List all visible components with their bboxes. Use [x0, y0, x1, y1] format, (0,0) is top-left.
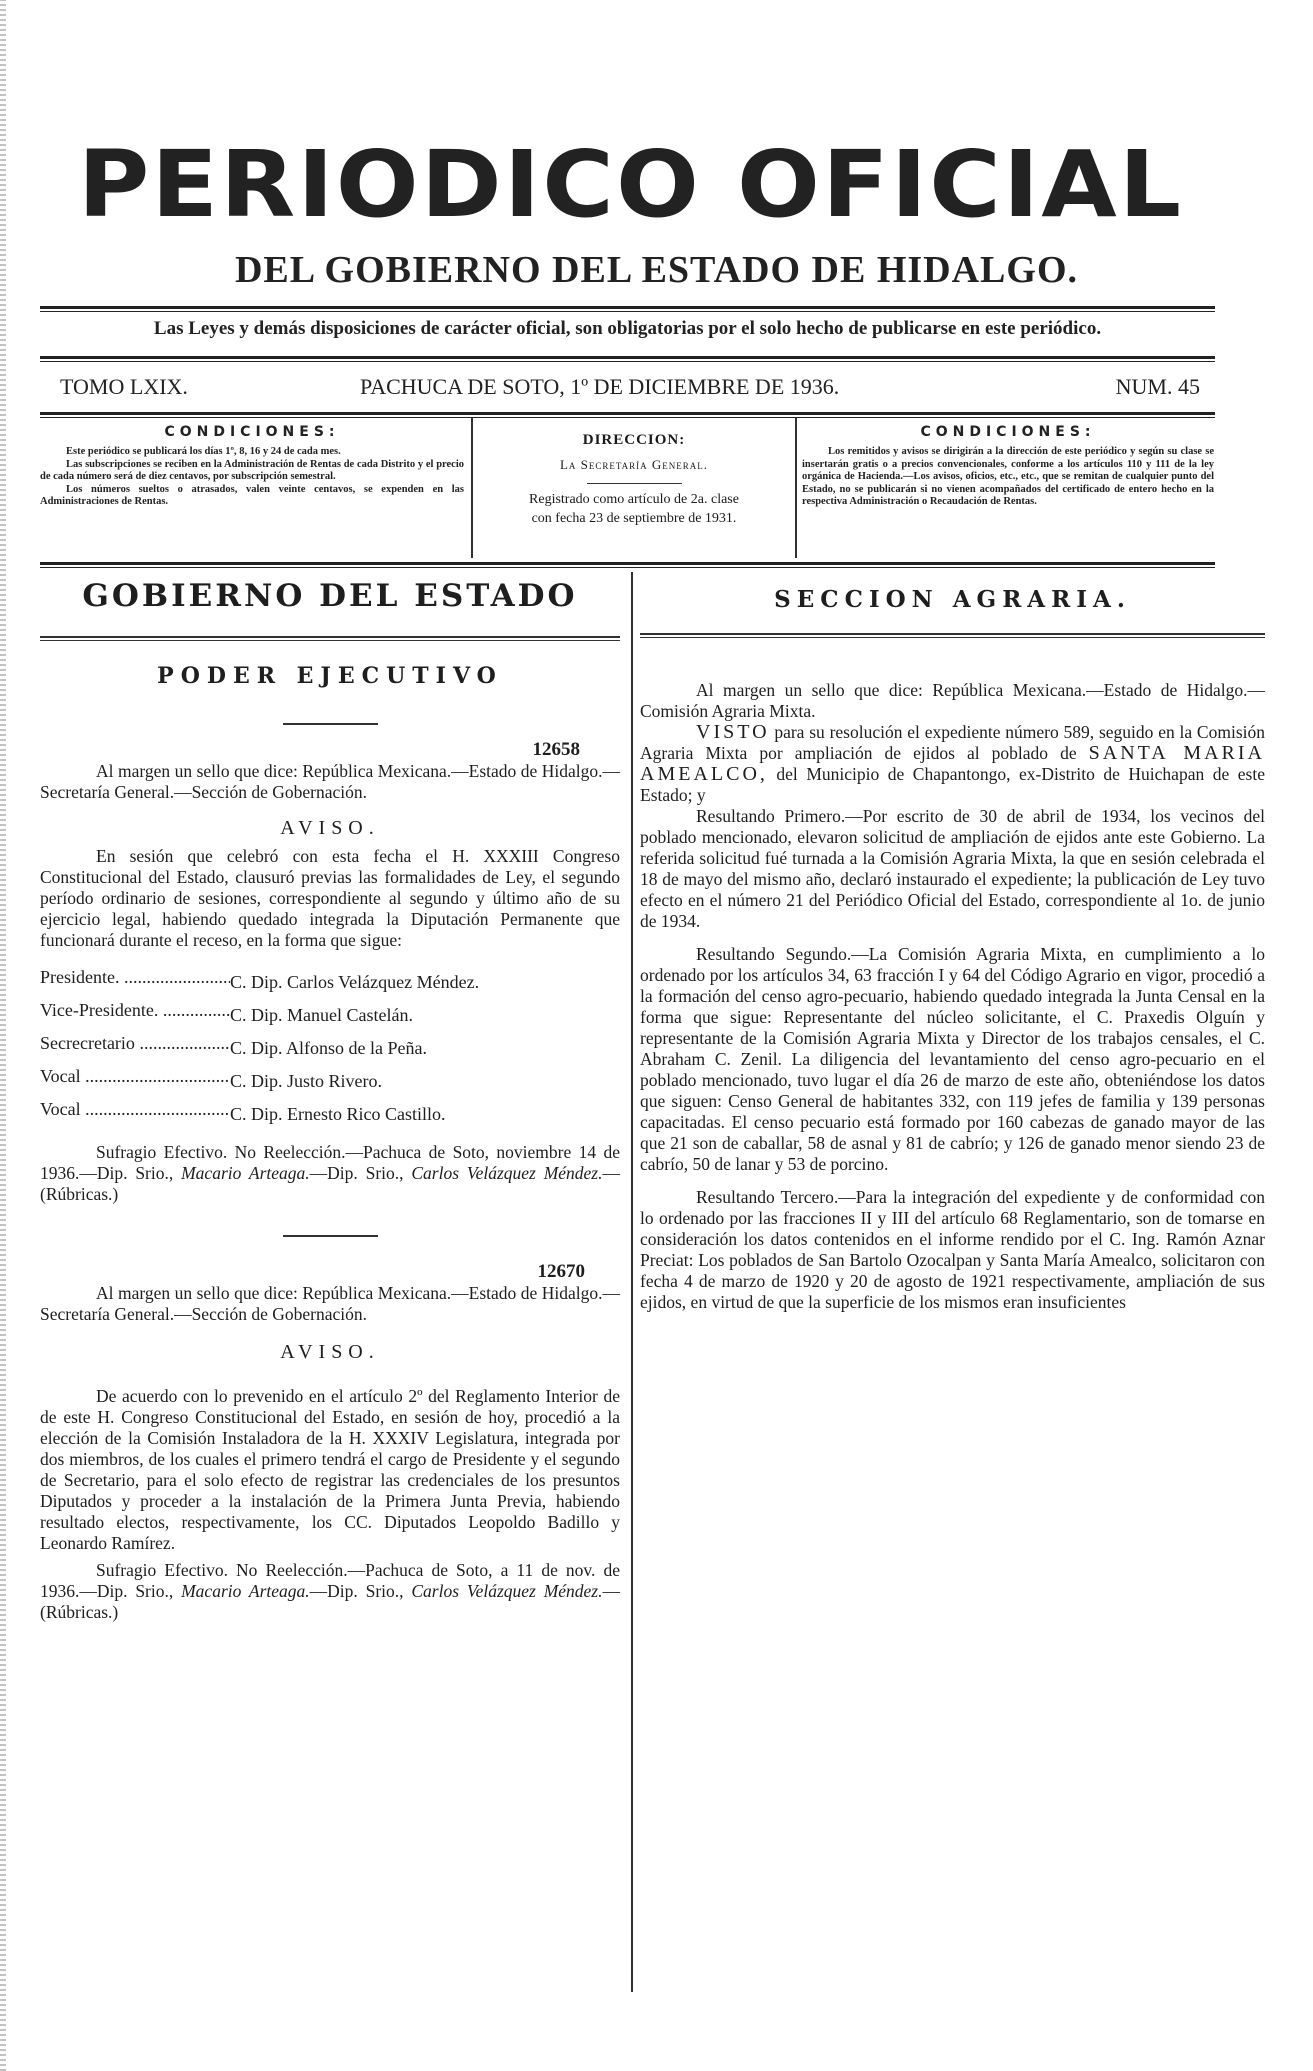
conditions-left-paragraph: Los números sueltos o atrasados, valen veinte centavos, se expenden en las Administraciones de Rentas. [40, 483, 464, 507]
member-name: C. Dip. Manuel Castelán. [230, 1005, 413, 1025]
member-row [40, 967, 620, 1000]
resultando-segundo: Resultando Segundo.—La Comisión Agraria Mixta, en cumplimiento a lo ordenado por los artículos 34, 63 fracción I y 64 del Código Agrario en vigor, procedió a la formación del censo agro-pecuario, habiendo quedado integrada la Junta Censal en la forma que sigue: Representante del núcleo solicitante, el C. Praxedis Olguín y representante de la Comisión Agraria Mixta y Director de los trabajos censales, el C. Abraham C. Zenil. La diligencia del levantamiento del censo agro-pecuario en el poblado mencionado, tuvo lugar el día 26 de marzo de este año, obteniéndose los datos que siguen: Censo General de habitantes 332, con 119 jefes de familia y 139 personas capacitadas. El censo pecuario está formado por 160 cabezas de ganado mayor de las que 21 son de caballar, 58 de asnal y 81 de cabrío; y 126 de ganado menor siendo 23 de cabrío, 50 de lanar y 53 de porcino. [640, 944, 1265, 1174]
direccion-box [474, 418, 794, 558]
scan-edge [0, 0, 6, 2071]
closing-text: —(Rúbricas.) [40, 1163, 620, 1204]
conditions-right-text [798, 446, 1218, 509]
masthead-subtitle: DEL GOBIERNO DEL ESTADO DE HIDALGO. [234, 249, 1079, 291]
member-role: Presidente. ..... [40, 967, 230, 988]
member-name: C. Dip. Ernesto Rico Castillo. [230, 1104, 446, 1124]
signature-1: Macario Arteaga. [181, 1163, 310, 1183]
section-rule [640, 633, 1265, 638]
notice-closing [40, 1560, 620, 1623]
closing-text: —Dip. Srio., [309, 1163, 412, 1183]
member-role: Vocal ..... [40, 1099, 230, 1120]
visto-label: VISTO [696, 721, 770, 743]
notice-body: En sesión que celebró con esta fecha el H. XXXIII Congreso Constitucional del Estado, clausuró previas las formalidades de Ley, el segundo período ordinario de sesiones, correspondiente al segundo y último año de su ejercicio legal, habiendo quedado integrada la Diputación Permanente que funcionará durante el receso, en la forma que sigue: [40, 846, 620, 950]
conditions-divider-left [471, 418, 473, 558]
conditions-right-title: CONDICIONES: [920, 424, 1096, 440]
masthead-motto: Las Leyes y demás disposiciones de carácter oficial, son obligatorias por el solo hecho de publicarse en este periódico. [153, 318, 1102, 339]
direccion-registro-1: Registrado como artículo de 2a. clase [529, 492, 739, 507]
notice-body: De acuerdo con lo prevenido en el artículo 2º del Reglamento Interior de de este H. Congreso Constitucional del Estado, en sesión de hoy, procedió a la elección de la Comisión Instaladora de la H. XXXIV Legislatura, integrada por dos miembros, de los cuales el primero tendrá el cargo de Presidente y el segundo de Secretario, para el solo efecto de registrar las credenciales de los presuntos Diputados y proceder a la instalación de la Primera Junta Previa, habiendo resultado electos, respectivamente, los CC. Diputados Leopoldo Badillo y Leonardo Ramírez. [40, 1386, 620, 1553]
issue-info-row [60, 374, 1200, 404]
section-heading-seccion-agraria: SECCION AGRARIA. [774, 586, 1131, 613]
closing-text: —(Rúbricas.) [40, 1581, 620, 1622]
notice-number: 12670 [537, 1261, 585, 1282]
closing-text: Sufragio Efectivo. No Reelección.—Pachuca de Soto, a 11 de nov. de 1936.—Dip. Srio., [40, 1560, 620, 1601]
agraria-visto [640, 722, 1265, 806]
column-divider [631, 572, 633, 1992]
member-name: C. Dip. Justo Rivero. [230, 1071, 383, 1091]
member-row [40, 1099, 620, 1132]
notice-seal-text: Al margen un sello que dice: República Mexicana.—Estado de Hidalgo.—Secretaría General.—Sección de Gobernación. [40, 761, 620, 802]
left-column [40, 572, 620, 1623]
notice-separator [283, 1235, 378, 1237]
subsection-rule [283, 723, 378, 725]
member-row [40, 1000, 620, 1033]
resultando-primero: Resultando Primero.—Por escrito de 30 de abril de 1934, los vecinos del poblado mencionado, elevaron solicitud de ampliación de ejidos ante este Gobierno. La referida solicitud fué turnada a la Comisión Agraria Mixta, la que en sesión celebrada el 18 de mayo del mismo año, declaró instaurado el expediente; la publicación de Ley tuvo efecto en el número 21 del Periódico Oficial del Estado, correspondiente al 1o. de junio de 1934. [640, 806, 1265, 931]
direccion-title: DIRECCION: [582, 432, 686, 448]
signature-2: Carlos Velázquez Méndez. [411, 1581, 603, 1601]
member-row [40, 1066, 620, 1099]
conditions-right-paragraph: Los remitidos y avisos se dirigirán a la dirección de este periódico y según su clase se insertarán gratis o a precios convencionales, conforme a los artículos 110 y 111 de la ley orgánica de Hacienda.—Los avisos, oficios, etc., etc., que se remitan de cualquier punto del Estado, no se publicarán si no vienen acompañados del certificado de entero hecho en la respectiva Administración o Recaudación de Rentas. [802, 446, 1214, 507]
conditions-rule [40, 562, 1215, 568]
conditions-left-text [36, 446, 468, 509]
masthead-rule-bottom [40, 356, 1215, 362]
conditions-left-paragraph: Este periódico se publicará los días 1º, 8, 16 y 24 de cada mes. [66, 446, 341, 457]
masthead-title: PERIODICO OFICIAL [77, 131, 1184, 238]
member-row [40, 1033, 620, 1066]
issue-tomo: TOMO LXIX. [60, 374, 188, 399]
right-column [640, 572, 1265, 1313]
member-role: Vice-Presidente. ..... [40, 1000, 230, 1021]
member-name: C. Dip. Alfonso de la Peña. [230, 1038, 427, 1058]
conditions-left-box [36, 418, 468, 558]
notice-title: AVISO. [280, 817, 380, 839]
issue-number: NUM. 45 [1115, 374, 1200, 399]
visto-end: del Municipio de Chapantongo, ex-Distrito de Huichapan de este Estado; y [640, 764, 1265, 805]
direccion-registro-2: con fecha 23 de septiembre de 1931. [531, 511, 737, 526]
diputacion-list [40, 967, 620, 1132]
direccion-rule [587, 483, 682, 484]
masthead-rule-top [40, 306, 1215, 312]
conditions-right-box [798, 418, 1218, 558]
member-role: Vocal ..... [40, 1066, 230, 1087]
direccion-subtitle: La Secretaría General. [559, 457, 709, 472]
member-name: C. Dip. Carlos Velázquez Méndez. [230, 972, 480, 992]
conditions-left-paragraph: Las subscripciones se reciben en la Administración de Rentas de cada Distrito y el precio de cada número será de diez centavos, por subscripción semestral. [40, 458, 464, 482]
place-name: SANTA MARIA AMEALCO, [640, 742, 1265, 785]
signature-2: Carlos Velázquez Méndez. [411, 1163, 603, 1183]
resultando-tercero: Resultando Tercero.—Para la integración del expediente y de conformidad con lo ordenado por las fracciones II y III del artículo 68 Reglamentario, son de tomarse en consideración los datos contenidos en el informe rendido por el C. Ing. Ramón Aznar Preciat: Los poblados de San Bartolo Ozocalpan y Santa María Amealco, solicitaron con fecha 4 de marzo de 1920 y 20 de agosto de 1921 respectivamente, ampliación de sus ejidos, en virtud de que la superficie de los mismos eran insuficientes [640, 1187, 1265, 1312]
closing-text: Sufragio Efectivo. No Reelección.—Pachuca de Soto, noviembre 14 de 1936.—Dip. Srio., [40, 1142, 620, 1183]
notice-closing [40, 1142, 620, 1205]
notice-seal-text: Al margen un sello que dice: República Mexicana.—Estado de Hidalgo.—Secretaría General.—Sección de Gobernación. [40, 1283, 620, 1324]
section-heading-gobierno: GOBIERNO DEL ESTADO [82, 578, 578, 614]
issue-place-date: PACHUCA DE SOTO, 1º DE DICIEMBRE DE 1936. [360, 374, 840, 399]
agraria-seal-text: Al margen un sello que dice: República Mexicana.—Estado de Hidalgo.—Comisión Agraria Mixta. [640, 680, 1265, 721]
notice-number: 12658 [532, 739, 580, 760]
subsection-heading-poder-ejecutivo: PODER EJECUTIVO [157, 663, 503, 689]
section-rule [40, 636, 620, 641]
conditions-left-title: CONDICIONES: [164, 424, 340, 440]
conditions-divider-right [795, 418, 797, 558]
closing-text: —Dip. Srio., [309, 1581, 412, 1601]
signature-1: Macario Arteaga. [181, 1581, 310, 1601]
visto-text: para su resolución el expediente número 589, seguido en la Comisión Agraria Mixta por ampliación de ejidos al poblado de [640, 722, 1265, 763]
notice-title: AVISO. [280, 1341, 380, 1363]
member-role: Secrecretario ..... [40, 1033, 230, 1054]
